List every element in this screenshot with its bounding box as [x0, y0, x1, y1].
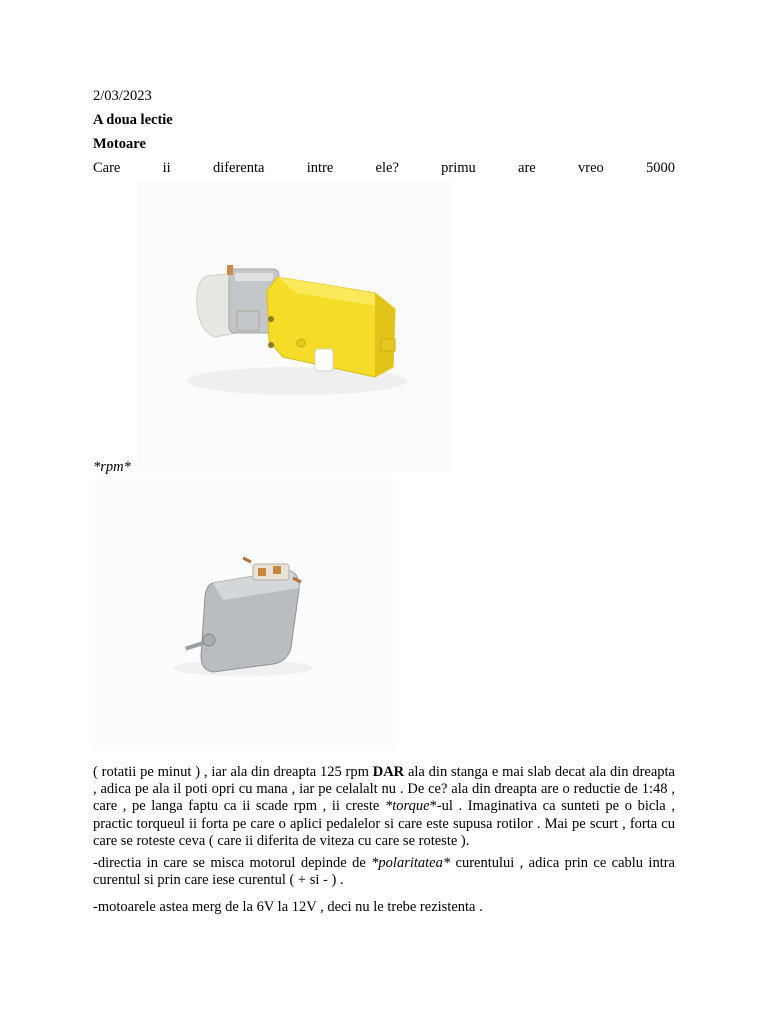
- question-word: vreo: [577, 160, 604, 176]
- dc-motor-image: [93, 478, 395, 750]
- bold-emphasis: DAR: [372, 764, 405, 780]
- paragraph-voltage: -motoarele astea merg de la 6V la 12V , deci nu le trebe rezistenta .: [93, 899, 483, 915]
- paragraph-text: *-ul . Imaginativa ca sunteti pe o bicla , practic torqueul ii forta pe care o aplici pedalelor si care este supusa rotilor . Mai pe scurt , forta cu care se roteste ceva ( care ii diferita de viteza cu care se roteste ).: [93, 798, 675, 849]
- paragraph-text: curentului , adica prin ce cablu intra curentul si prin care iese curentul ( + si - ) .: [93, 855, 675, 889]
- lesson-title: A doua lectie: [93, 112, 173, 128]
- paragraph-text: -directia in care se misca motorul depinde de: [93, 855, 372, 871]
- paragraph-text: ( rotatii pe minut ) , iar ala din dreapta 125 rpm: [93, 764, 373, 780]
- question-word: Care: [93, 160, 121, 176]
- dc-motor-drawing: [93, 478, 395, 750]
- rpm-label: *rpm*: [93, 459, 131, 475]
- question-word: primu: [441, 160, 476, 176]
- italic-term: *polaritatea*: [371, 855, 451, 871]
- paragraph-text: ala din stanga e mai slab decat ala din dreapta , adica pe ala il poti opri cu mana , iar pe celalalt nu . De ce? ala din dreapta are o reductie de 1:48 , care , pe langa faptu ca ii scade rpm , ii creste: [93, 764, 675, 815]
- section-title: Motoare: [93, 136, 146, 152]
- gear-motor-drawing: [137, 181, 451, 471]
- question-word: intre: [306, 160, 334, 176]
- question-word: diferenta: [212, 160, 265, 176]
- italic-term: *torque: [384, 798, 430, 815]
- question-word: 5000: [646, 160, 675, 176]
- question-word: ii: [162, 160, 171, 176]
- question-word: are: [518, 160, 536, 176]
- question-word: ele?: [375, 160, 399, 176]
- question-line: [93, 159, 675, 177]
- paragraph-polarity: [93, 855, 675, 889]
- paragraph-torque: [93, 764, 675, 850]
- gear-motor-image: [137, 181, 451, 471]
- date-text: 2/03/2023: [93, 88, 152, 104]
